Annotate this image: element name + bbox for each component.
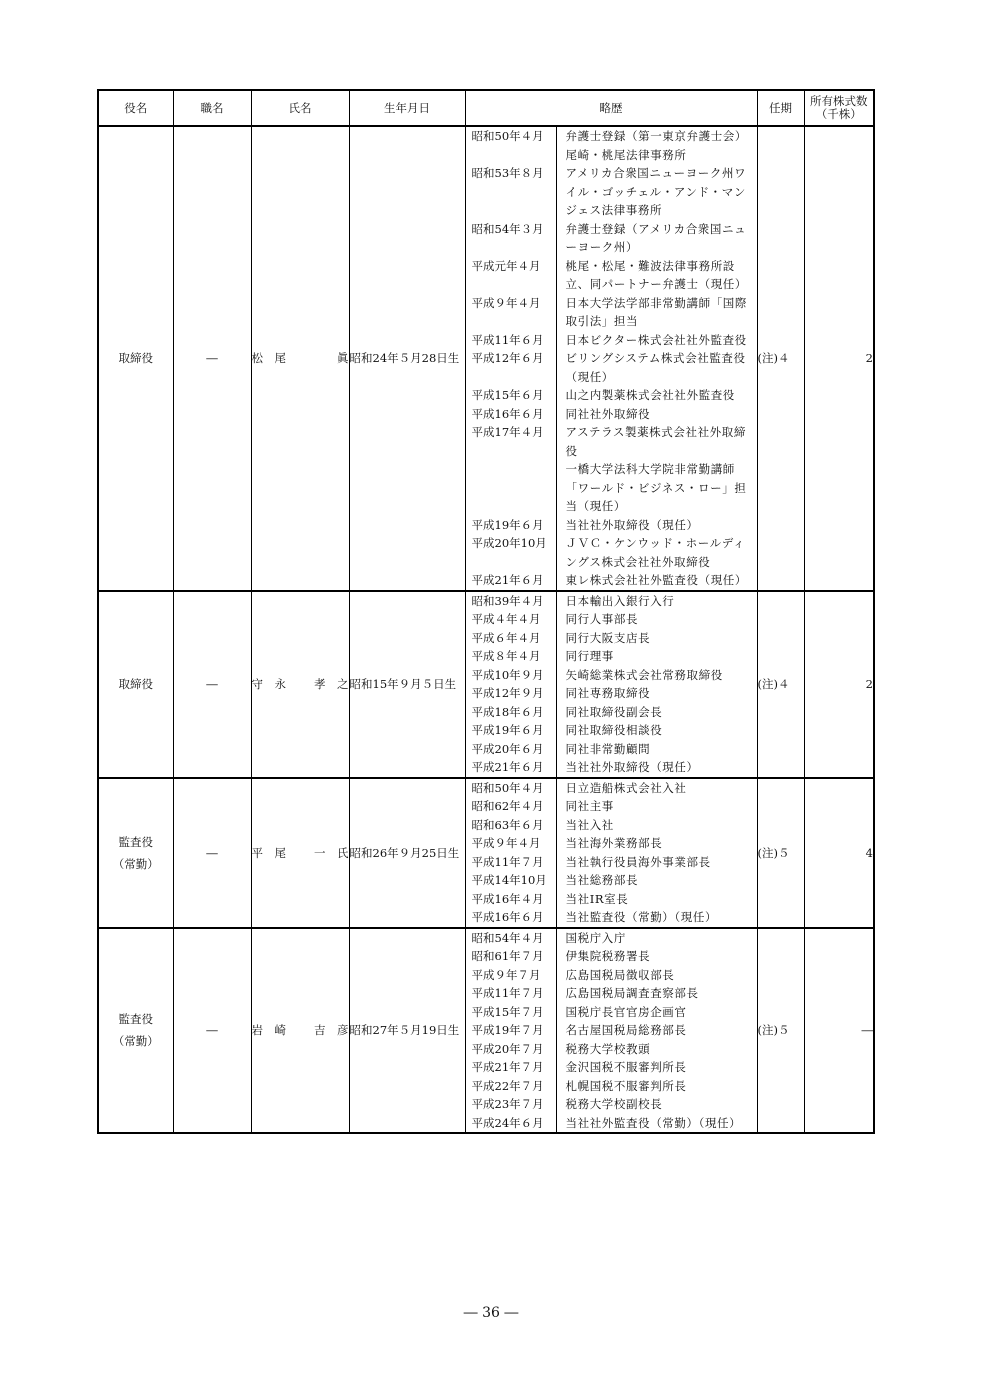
history-date: 平成14年10月 — [466, 871, 557, 890]
history-date: 平成21年６月 — [466, 571, 557, 590]
officer-name-given: 一 氏 — [314, 845, 349, 860]
history-date: 平成元年４月 — [466, 257, 557, 294]
history-entry — [466, 257, 757, 294]
history-entry — [466, 592, 757, 611]
officer-career — [465, 928, 757, 1134]
history-text: 当社総務部長 — [565, 873, 639, 887]
history-text: 同社専務取締役 — [565, 686, 651, 700]
history-entry — [466, 610, 757, 629]
officer-name-given: 吉 彦 — [314, 1023, 349, 1038]
history-date: 平成16年４月 — [466, 890, 557, 909]
history-text: ビリングシステム株式会社監査役（現任） — [565, 351, 746, 384]
officer-position-label: 監査役 — [118, 834, 153, 849]
history-date: 平成23年７月 — [466, 1095, 557, 1114]
history-entry — [466, 629, 757, 648]
officer-term: (注)５ — [757, 928, 804, 1134]
history-entry — [466, 834, 757, 853]
history-date: 平成19年７月 — [466, 1021, 557, 1040]
history-entry — [466, 666, 757, 685]
officer-title: ― — [173, 591, 251, 778]
header-birth: 生年月日 — [349, 90, 465, 126]
history-date: 平成９年４月 — [466, 294, 557, 331]
history-entry — [466, 871, 757, 890]
history-entry — [466, 1040, 757, 1059]
officer-name-family: 平 尾 — [251, 845, 286, 860]
history-date: 平成10年９月 — [466, 666, 557, 685]
officer-birth: 昭和27年５月19日生 — [349, 928, 465, 1134]
history-date: 平成21年７月 — [466, 1058, 557, 1077]
history-text: 当社社外監査役（常勤）（現任） — [565, 1115, 742, 1130]
history-text: アメリカ合衆国ニューヨーク州ワイル・ゴッチェル・アンド・マンジェス法律事務所 — [565, 166, 747, 217]
history-date: 平成12年６月 — [466, 349, 557, 386]
officer-name — [251, 126, 349, 591]
officer-name — [251, 591, 349, 778]
history-entry — [466, 1095, 757, 1114]
history-entry — [466, 164, 757, 220]
history-date: 平成24年６月 — [466, 1114, 557, 1133]
history-entry — [466, 146, 757, 165]
history-entry — [466, 797, 757, 816]
officer-term: (注)４ — [757, 126, 804, 591]
history-entry — [466, 405, 757, 424]
history-text: 札幌国税不服審判所長 — [565, 1078, 687, 1093]
header-name: 氏名 — [251, 90, 349, 126]
history-date: 平成11年７月 — [466, 853, 557, 872]
history-text: 一橋大学法科大学院非常勤講師「ワールド・ビジネス・ロー」担当（現任） — [565, 462, 747, 513]
history-text: 山之内製薬株式会社社外監査役 — [565, 388, 735, 402]
officer-name-given: 孝 之 — [314, 677, 349, 691]
officer-name — [251, 928, 349, 1134]
history-date: 昭和50年４月 — [466, 127, 557, 146]
history-text: 当社監査役（常勤）（現任） — [565, 910, 718, 924]
history-entry — [466, 703, 757, 722]
history-entry — [466, 220, 757, 257]
history-date: 平成16年６月 — [466, 405, 557, 424]
history-entry — [466, 516, 757, 535]
header-career: 略歴 — [465, 90, 757, 126]
officer-position — [98, 778, 173, 928]
history-table — [466, 127, 757, 590]
officer-row — [98, 591, 874, 778]
history-date: 昭和54年３月 — [466, 220, 557, 257]
history-date: 平成15年６月 — [466, 386, 557, 405]
officer-position-label: 取締役 — [118, 351, 153, 366]
history-date: 昭和54年４月 — [466, 929, 557, 948]
history-text: 当社入社 — [565, 817, 614, 832]
history-entry — [466, 779, 757, 798]
history-entry — [466, 571, 757, 590]
officer-career — [465, 591, 757, 778]
history-entry — [466, 984, 757, 1003]
history-text: 同社主事 — [565, 799, 614, 813]
history-entry — [466, 460, 757, 516]
header-row — [98, 90, 874, 126]
history-date: 平成22年７月 — [466, 1077, 557, 1096]
history-date: 昭和39年４月 — [466, 592, 557, 611]
officer-position-sub: （常勤） — [112, 856, 159, 871]
history-text: アステラス製薬株式会社社外取締役 — [565, 425, 746, 458]
officer-name — [251, 778, 349, 928]
history-date: 平成17年４月 — [466, 423, 557, 460]
history-date: 平成16年６月 — [466, 908, 557, 927]
history-text: 日本大学法学部非常勤講師「国際取引法」担当 — [565, 295, 747, 328]
history-text: 矢崎総業株式会社常務取締役 — [565, 667, 723, 682]
history-entry — [466, 294, 757, 331]
history-entry — [466, 758, 757, 777]
officer-term: (注)５ — [757, 778, 804, 928]
header-shares — [804, 90, 874, 126]
history-entry — [466, 740, 757, 759]
history-date: 平成19年６月 — [466, 721, 557, 740]
history-entry — [466, 908, 757, 927]
officer-name-family: 守 永 — [251, 677, 286, 691]
history-text: ＪＶＣ・ケンウッド・ホールディングス株式会社社外取締役 — [565, 536, 746, 569]
officer-birth: 昭和26年９月25日生 — [349, 778, 465, 928]
officer-birth: 昭和15年９月５日生 — [349, 591, 465, 778]
history-date: 平成21年６月 — [466, 758, 557, 777]
history-text: 当社海外業務部長 — [565, 836, 663, 850]
officer-title: ― — [173, 778, 251, 928]
officer-row — [98, 126, 874, 591]
officer-name-given: 眞 — [337, 351, 349, 366]
history-text: 桃尾・松尾・難波法律事務所設立、同パートナー弁護士（現任） — [565, 258, 747, 291]
history-text: 金沢国税不服審判所長 — [565, 1060, 687, 1074]
history-date: 平成15年７月 — [466, 1003, 557, 1022]
history-entry — [466, 647, 757, 666]
history-date: 昭和63年６月 — [466, 816, 557, 835]
history-date: 平成18年６月 — [466, 703, 557, 722]
history-text: 広島国税局徴収部長 — [565, 967, 675, 982]
history-text: 同社社外取締役 — [565, 406, 651, 421]
history-text: 尾崎・桃尾法律事務所 — [565, 147, 687, 162]
history-text: 当社執行役員海外事業部長 — [565, 854, 711, 869]
history-entry — [466, 331, 757, 350]
history-entry — [466, 1058, 757, 1077]
history-date: 平成11年７月 — [466, 984, 557, 1003]
history-date: 平成９年７月 — [466, 966, 557, 985]
history-text: 弁護士登録（第一東京弁護士会） — [565, 129, 747, 143]
history-text: 伊集院税務署長 — [565, 949, 651, 963]
officer-shares: 4 — [804, 778, 874, 928]
history-entry — [466, 890, 757, 909]
history-date: 平成19年６月 — [466, 516, 557, 535]
history-entry — [466, 423, 757, 460]
history-date — [466, 146, 557, 165]
officer-title: ― — [173, 126, 251, 591]
history-text: 同行大阪支店長 — [565, 630, 651, 645]
officer-shares: 2 — [804, 591, 874, 778]
officer-shares: 2 — [804, 126, 874, 591]
history-date: 昭和62年４月 — [466, 797, 557, 816]
history-date: 平成11年６月 — [466, 331, 557, 350]
officer-career — [465, 778, 757, 928]
page-number: ― 36 ― — [463, 1305, 519, 1321]
history-entry — [466, 127, 757, 146]
officers-body — [98, 126, 874, 1133]
history-text: 当社社外取締役（現任） — [565, 517, 699, 532]
officer-title: ― — [173, 928, 251, 1134]
officer-position-label: 監査役 — [118, 1012, 153, 1027]
history-entry — [466, 386, 757, 405]
history-table — [466, 929, 757, 1133]
officers-table — [97, 89, 875, 1134]
header-term: 任期 — [757, 90, 804, 126]
officer-position — [98, 928, 173, 1134]
officer-position — [98, 591, 173, 778]
history-text: 日本ビクター株式会社社外監査役 — [565, 332, 747, 347]
history-date: 平成４年４月 — [466, 610, 557, 629]
history-date: 昭和53年８月 — [466, 164, 557, 220]
history-entry — [466, 684, 757, 703]
history-entry — [466, 721, 757, 740]
history-text: 同社非常勤顧問 — [565, 741, 651, 756]
header-position: 役名 — [98, 90, 173, 126]
history-date: 平成20年７月 — [466, 1040, 557, 1059]
history-text: 当社IR室長 — [565, 891, 629, 906]
history-entry — [466, 1003, 757, 1022]
history-date: 平成６年４月 — [466, 629, 557, 648]
history-text: 同行人事部長 — [565, 612, 639, 626]
history-table — [466, 779, 757, 927]
history-entry — [466, 853, 757, 872]
officer-birth: 昭和24年５月28日生 — [349, 126, 465, 591]
officer-name-family: 岩 崎 — [251, 1023, 286, 1038]
history-text: 税務大学校教頭 — [565, 1041, 651, 1056]
header-shares-label: 所有株式数 — [810, 94, 868, 108]
history-entry — [466, 816, 757, 835]
history-entry — [466, 966, 757, 985]
history-date: 昭和61年７月 — [466, 947, 557, 966]
officer-position-label: 取締役 — [118, 677, 153, 691]
history-entry — [466, 1021, 757, 1040]
history-date: 平成８年４月 — [466, 647, 557, 666]
history-text: 国税庁長官官房企画官 — [565, 1004, 687, 1019]
header-title: 職名 — [173, 90, 251, 126]
history-table — [466, 592, 757, 777]
history-text: 広島国税局調査査察部長 — [565, 986, 699, 1000]
history-text: 東レ株式会社社外監査役（現任） — [565, 573, 747, 587]
history-text: 日本輸出入銀行入行 — [565, 593, 675, 608]
officer-career — [465, 126, 757, 591]
history-entry — [466, 1077, 757, 1096]
officer-row — [98, 778, 874, 928]
history-text: 税務大学校副校長 — [565, 1097, 663, 1111]
officer-term: (注)４ — [757, 591, 804, 778]
history-date: 平成20年10月 — [466, 534, 557, 571]
history-date: 平成９年４月 — [466, 834, 557, 853]
history-entry — [466, 929, 757, 948]
history-text: 日立造船株式会社入社 — [565, 780, 687, 795]
history-entry — [466, 1114, 757, 1133]
history-text: 同社取締役相談役 — [565, 723, 663, 737]
officer-position-sub: （常勤） — [112, 1034, 159, 1049]
history-text: 国税庁入庁 — [565, 930, 626, 945]
history-entry — [466, 349, 757, 386]
officer-name-family: 松 尾 — [251, 351, 286, 366]
history-date: 平成20年６月 — [466, 740, 557, 759]
history-text: 名古屋国税局総務部長 — [565, 1023, 687, 1037]
officer-shares: ― — [804, 928, 874, 1134]
officer-row — [98, 928, 874, 1134]
history-date — [466, 460, 557, 516]
history-text: 当社社外取締役（現任） — [565, 760, 699, 774]
history-entry — [466, 947, 757, 966]
history-text: 同社取締役副会長 — [565, 704, 663, 719]
history-date: 昭和50年４月 — [466, 779, 557, 798]
history-entry — [466, 534, 757, 571]
header-shares-unit: （千株） — [815, 107, 862, 121]
officer-position — [98, 126, 173, 591]
history-text: 弁護士登録（アメリカ合衆国ニューヨーク州） — [565, 221, 747, 254]
history-date: 平成12年９月 — [466, 684, 557, 703]
history-text: 同行理事 — [565, 649, 614, 663]
